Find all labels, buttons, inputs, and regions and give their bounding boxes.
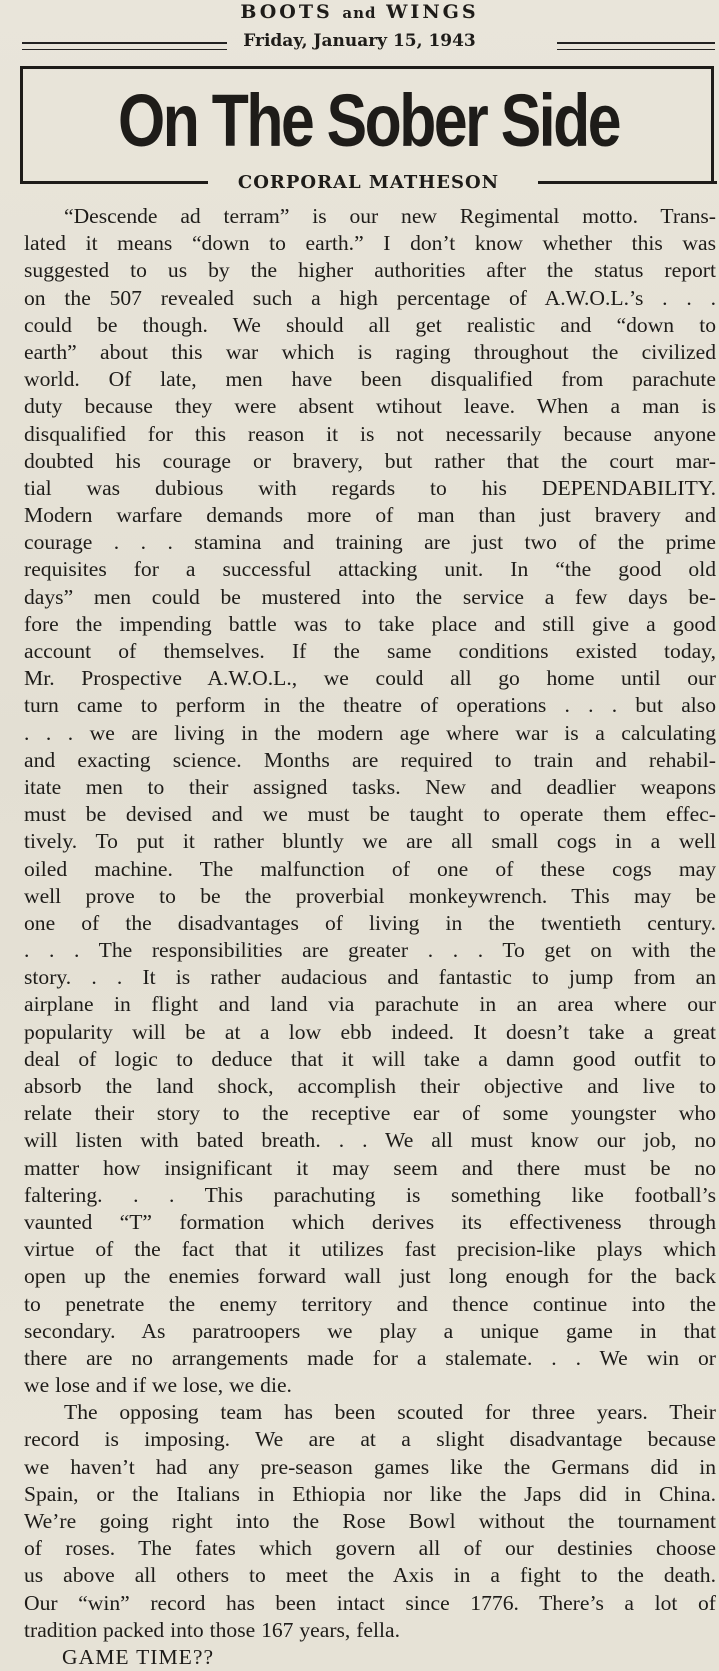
text-line: to penetrate the enemy territory and thence continue into the — [24, 1291, 716, 1316]
issue-date: Friday, January 15, 1943 — [243, 31, 476, 51]
text-line: record is imposing. We are at a slight disadvantage because — [24, 1427, 716, 1452]
masthead-name-and: and — [342, 4, 377, 22]
text-line: disqualified for this reason it is not necessarily because anyone — [24, 421, 716, 446]
text-line: oiled machine. The malfunction of one of these cogs may — [24, 856, 716, 881]
text-line: well prove to be the proverbial monkeywrench. This may be — [24, 883, 716, 908]
text-line: Mr. Prospective A.W.O.L., we could all go home until our — [24, 666, 716, 691]
text-line: relate their story to the receptive ear of some youngster who — [24, 1101, 716, 1126]
text-line: Modern warfare demands more of man than just bravery and — [24, 503, 716, 528]
byline-row — [20, 170, 717, 196]
text-line: airplane in flight and land via parachute in an area where our — [24, 992, 716, 1017]
masthead-name-part2: WINGS — [386, 1, 479, 23]
text-line: popularity will be at a low ebb indeed. It doesn’t take a great — [24, 1019, 716, 1044]
masthead-name-part1: BOOTS — [240, 1, 333, 23]
dateline — [0, 28, 719, 54]
text-line: matter how insignificant it may seem and there must be no — [24, 1155, 716, 1180]
text-line: tively. To put it rather bluntly we are all small cogs in a well — [24, 829, 716, 854]
text-line: story. . . It is rather audacious and fantastic to jump from an — [24, 965, 716, 990]
text-line: duty because they were absent wtihout leave. When a man is — [24, 394, 716, 419]
text-line: will listen with bated breath. . . We all must know our job, no — [24, 1128, 716, 1153]
text-line: tradition packed into those 167 years, fella. — [24, 1617, 400, 1642]
text-line: us above all others to meet the Axis in a fight to the death. — [24, 1563, 716, 1588]
text-line: Our “win” record has been intact since 1776. There’s a lot of — [24, 1590, 716, 1615]
text-line: and exacting science. Months are required to train and rehabil- — [24, 747, 716, 772]
masthead — [0, 0, 719, 25]
text-line: We’re going right into the Rose Bowl without the tournament — [24, 1509, 716, 1533]
paragraph-1 — [24, 203, 716, 1399]
text-line: courage . . . stamina and training are just two of the prime — [24, 530, 716, 555]
text-line: requisites for a successful attacking unit. In “the good old — [24, 557, 716, 582]
text-line: world. Of late, men have been disqualified from parachute — [24, 367, 716, 392]
byline-rule-right — [538, 181, 717, 184]
text-line: fore the impending battle was to take place and still give a good — [24, 611, 716, 636]
text-line: open up the enemies forward wall just long enough for the back — [24, 1264, 716, 1289]
text-line: earth” about this war which is raging throughout the civilized — [24, 339, 716, 364]
text-line: lated it means “down to earth.” I don’t know whether this was — [24, 231, 716, 256]
text-line: doubted his courage or bravery, but rather that the court mar- — [24, 448, 716, 473]
text-line: . . . we are living in the modern age where war is a calculating — [24, 720, 716, 745]
text-line: . . . The responsibilities are greater . . . To get on with the — [24, 938, 716, 963]
text-line: faltering. . . This parachuting is something like football’s — [24, 1182, 716, 1207]
text-line: there are no arrangements made for a stalemate. . . We win or — [24, 1345, 716, 1370]
text-line: must be devised and we must be taught to operate them effec- — [24, 802, 716, 827]
text-line: one of the disadvantages of living in the twentieth century. — [24, 910, 716, 935]
text-line: “Descende ad terram” is our new Regimental motto. Trans- — [64, 204, 716, 228]
text-line: we lose and if we lose, we die. — [24, 1373, 292, 1398]
text-line: we haven’t had any pre-season games like the Germans did in — [24, 1454, 716, 1479]
text-line: days” men could be mustered into the service a few days be- — [24, 584, 716, 609]
text-line: itate men to their assigned tasks. New and deadlier weapons — [24, 774, 716, 799]
byline: CORPORAL MATHESON — [237, 172, 500, 193]
text-line: on the 507 revealed such a high percentage of A.W.O.L.’s . . . — [24, 285, 716, 310]
text-line: could be though. We should all get realistic and “down to — [24, 312, 716, 337]
text-line: turn came to perform in the theatre of operations . . . but also — [24, 693, 716, 718]
text-line: The opposing team has been scouted for three years. Their — [64, 1400, 716, 1425]
text-line: absorb the land shock, accomplish their objective and live to — [24, 1074, 716, 1098]
article-body — [24, 203, 716, 1671]
text-line: secondary. As paratroopers we play a unique game in that — [24, 1318, 716, 1343]
text-line: deal of logic to deduce that it will take a damn good outfit to — [24, 1046, 716, 1071]
dateline-rule-right — [557, 42, 715, 50]
text-line: suggested to us by the higher authorities after the status report — [24, 258, 716, 283]
text-line: of roses. The fates which govern all of our destinies choose — [24, 1536, 716, 1561]
text-line: virtue of the fact that it utilizes fast precision-like plays which — [24, 1237, 716, 1262]
text-line: vaunted “T” formation which derives its effectiveness through — [24, 1209, 716, 1234]
text-line: Spain, or the Italians in Ethiopia nor like the Japs did in China. — [24, 1481, 716, 1506]
closing-line: GAME TIME?? — [62, 1644, 215, 1669]
paragraph-2 — [24, 1399, 716, 1644]
text-line: tial was dubious with regards to his DEPENDABILITY. — [24, 475, 716, 500]
text-line: account of themselves. If the same conditions existed today, — [24, 639, 716, 663]
column-title: On The Sober Side — [117, 79, 620, 162]
